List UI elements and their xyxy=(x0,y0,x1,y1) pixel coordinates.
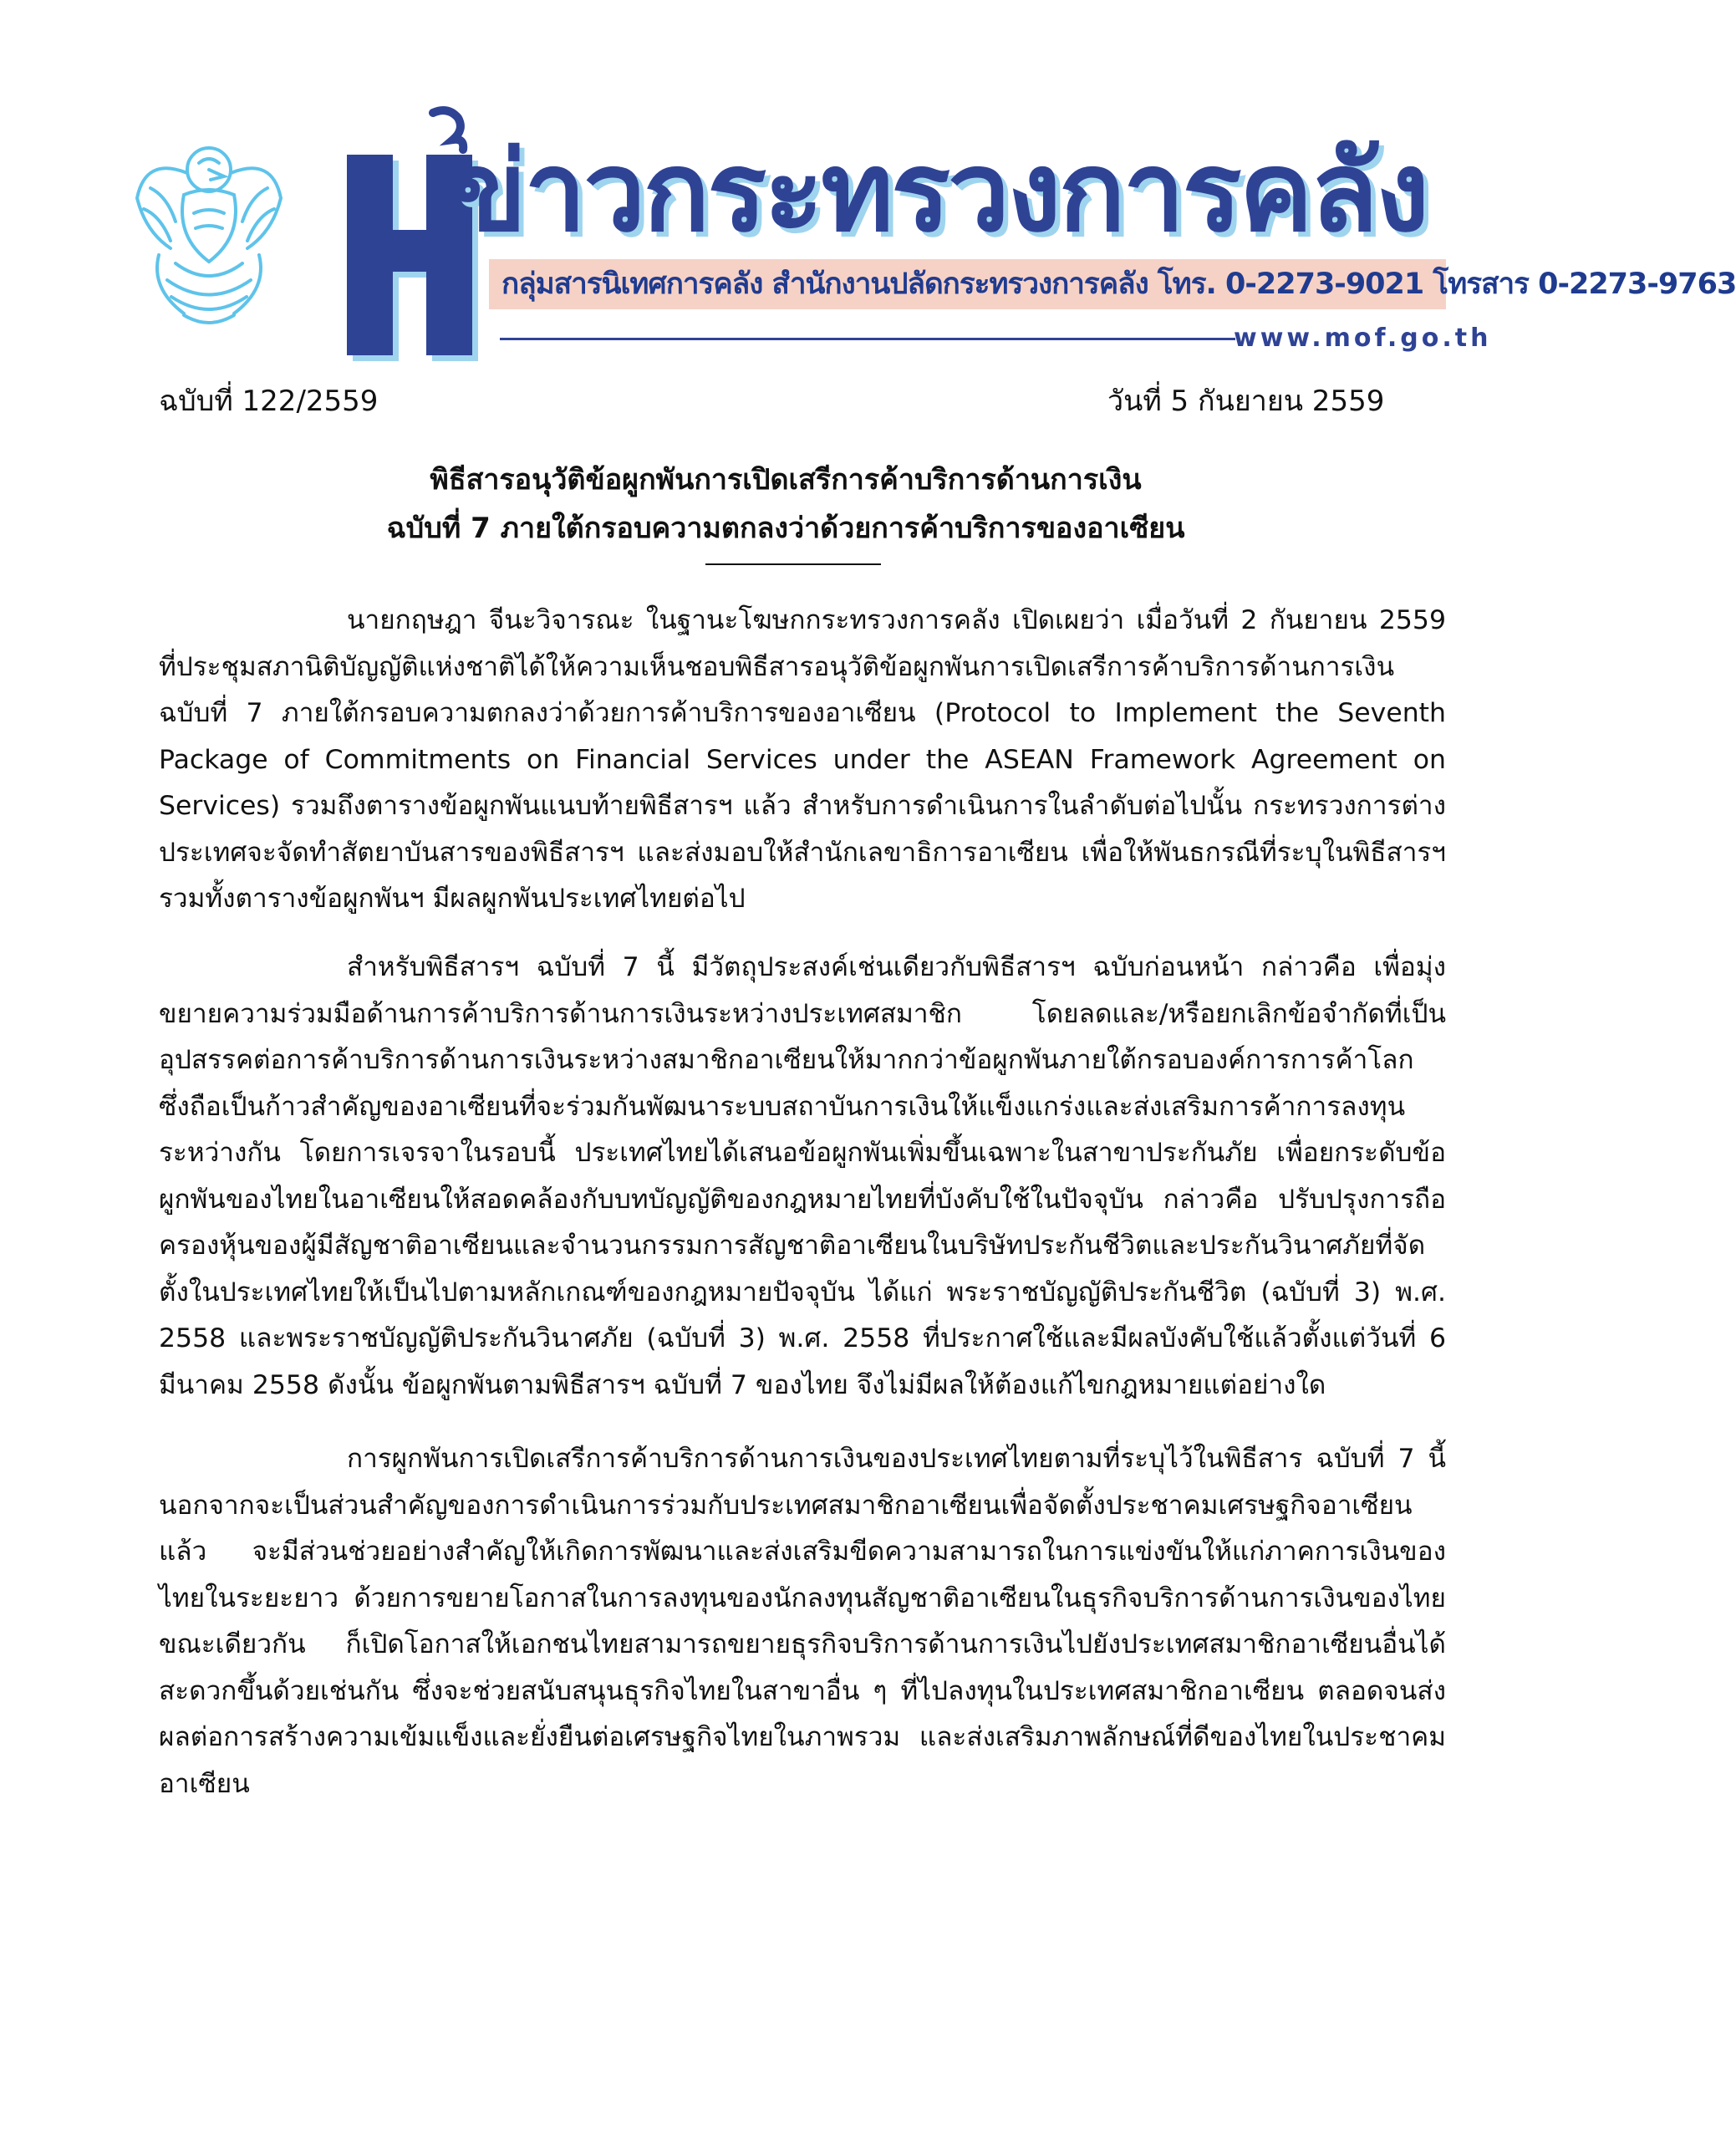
paragraph-2: สำหรับพิธีสารฯ ฉบับที่ 7 นี้ มีวัตถุประสงค์เช่นเดียวกับพิธีสารฯ ฉบับก่อนหน้า กล่าวคือ เพื่อมุ่งขยายความร่วมมือด้านการค้าบริการด้านการเงินระหว่างประเทศสมาชิก โดยลดและ/หรือยกเลิกข้อจำกัดที่เป็นอุปสรรคต่อการค้าบริการด้านการเงินระหว่างสมาชิกอาเซียนให้มากกว่าข้อผูกพันภายใต้กรอบองค์การการค้าโลก ซึ่งถือเป็นก้าวสำคัญของอาเซียนที่จะร่วมกันพัฒนาระบบสถาบันการเงินให้แข็งแกร่งและส่งเสริมการค้าการลงทุนระหว่างกัน โดยการเจรจาในรอบนี้ ประเทศไทยได้เสนอข้อผูกพันเพิ่มขึ้นเฉพาะในสาขาประกันภัย เพื่อยกระดับข้อผูกพันของไทยในอาเซียนให้สอดคล้องกับบทบัญญัติของกฎหมายไทยที่บังคับใช้ในปัจจุบัน กล่าวคือ ปรับปรุงการถือครองหุ้นของผู้มีสัญชาติอาเซียนและจำนวนกรรมการสัญชาติอาเซียนในบริษัทประกันชีวิตและประกันวินาศภัยที่จัดตั้งในประเทศไทยให้เป็นไปตามหลักเกณฑ์ของกฎหมายปัจจุบัน ได้แก่ พระราชบัญญัติประกันชีวิต (ฉบับที่ 3) พ.ศ. 2558 และพระราชบัญญัติประกันวินาศภัย (ฉบับที่ 3) พ.ศ. 2558 ที่ประกาศใช้และมีผลบังคับใช้แล้วตั้งแต่วันที่ 6 มีนาคม 2558 ดังนั้น ข้อผูกพันตามพิธีสารฯ ฉบับที่ 7 ของไทย จึงไม่มีผลให้ต้องแก้ไขกฎหมายแต่อย่างใด xyxy=(159,952,1446,1400)
letterhead xyxy=(0,0,1736,353)
header-divider xyxy=(500,338,1235,340)
issue-date: วันที่ 5 กันยายน 2559 xyxy=(1107,385,1385,418)
issue-number: ฉบับที่ 122/2559 xyxy=(159,385,379,418)
contact-info: กลุ่มสารนิเทศการคลัง สำนักงานปลัดกระทรวงการคลัง โทร. 0-2273-9021 โทรสาร 0-2273-9763 xyxy=(501,268,1736,301)
paragraph-1: นายกฤษฎา จีนะวิจารณะ ในฐานะโฆษกกระทรวงการคลัง เปิดเผยว่า เมื่อวันที่ 2 กันยายน 2559 ที่ประชุมสภานิติบัญญัติแห่งชาติได้ให้ความเห็นชอบพิธีสารอนุวัติข้อผูกพันการเปิดเสรีการค้าบริการด้านการเงิน ฉบับที่ 7 ภายใต้กรอบความตกลงว่าด้วยการค้าบริการของอาเซียน (Protocol to Implement the Seventh Package of Commitments on Financial Services under the ASEAN Framework Agreement on Services) รวมถึงตารางข้อผูกพันแนบท้ายพิธีสารฯ แล้ว สำหรับการดำเนินการในลำดับต่อไปนั้น กระทรวงการต่างประเทศจะจัดทำสัตยาบันสารของพิธีสารฯ และส่งมอบให้สำนักเลขาธิการอาเซียน เพื่อให้พันธกรณีที่ระบุในพิธีสารฯ รวมทั้งตารางข้อผูกพันฯ มีผลผูกพันประเทศไทยต่อไป xyxy=(159,605,1446,914)
page-title xyxy=(159,456,1413,553)
title-line-2: ฉบับที่ 7 ภายใต้กรอบความตกลงว่าด้วยการค้าบริการของอาเซียน xyxy=(386,512,1185,545)
title-line-1: พิธีสารอนุวัติข้อผูกพันการเปิดเสรีการค้าบริการด้านการเงิน xyxy=(430,463,1142,497)
website-link[interactable]: www.mof.go.th xyxy=(1234,324,1492,353)
paragraph-3: การผูกพันการเปิดเสรีการค้าบริการด้านการเงินของประเทศไทยตามที่ระบุไว้ในพิธีสาร ฉบับที่ 7 นี้ นอกจากจะเป็นส่วนสำคัญของการดำเนินการร่วมกับประเทศสมาชิกอาเซียนเพื่อจัดตั้งประชาคมเศรษฐกิจอาเซียนแล้ว จะมีส่วนช่วยอย่างสำคัญให้เกิดการพัฒนาและส่งเสริมขีดความสามารถในการแข่งขันให้แก่ภาคการเงินของไทยในระยะยาว ด้วยการขยายโอกาสในการลงทุนของนักลงทุนสัญชาติอาเซียนในธุรกิจบริการด้านการเงินของไทย ขณะเดียวกัน ก็เปิดโอกาสให้เอกชนไทยสามารถขยายธุรกิจบริการด้านการเงินไปยังประเทศสมาชิกอาเซียนอื่นได้สะดวกขึ้นด้วยเช่นกัน ซึ่งจะช่วยสนับสนุนธุรกิจไทยในสาขาอื่น ๆ ที่ไปลงทุนในประเทศสมาชิกอาเซียน ตลอดจนส่งผลต่อการสร้างความเข้มแข็งและยั่งยืนต่อเศรษฐกิจไทยในภาพรวม และส่งเสริมภาพลักษณ์ที่ดีของไทยในประชาคมอาเซียน xyxy=(159,1444,1446,1799)
title-underline xyxy=(705,563,881,565)
garuda-seal-icon xyxy=(125,130,293,339)
newsletter-title: ข่าวกระทรวงการคลัง xyxy=(451,128,1428,257)
